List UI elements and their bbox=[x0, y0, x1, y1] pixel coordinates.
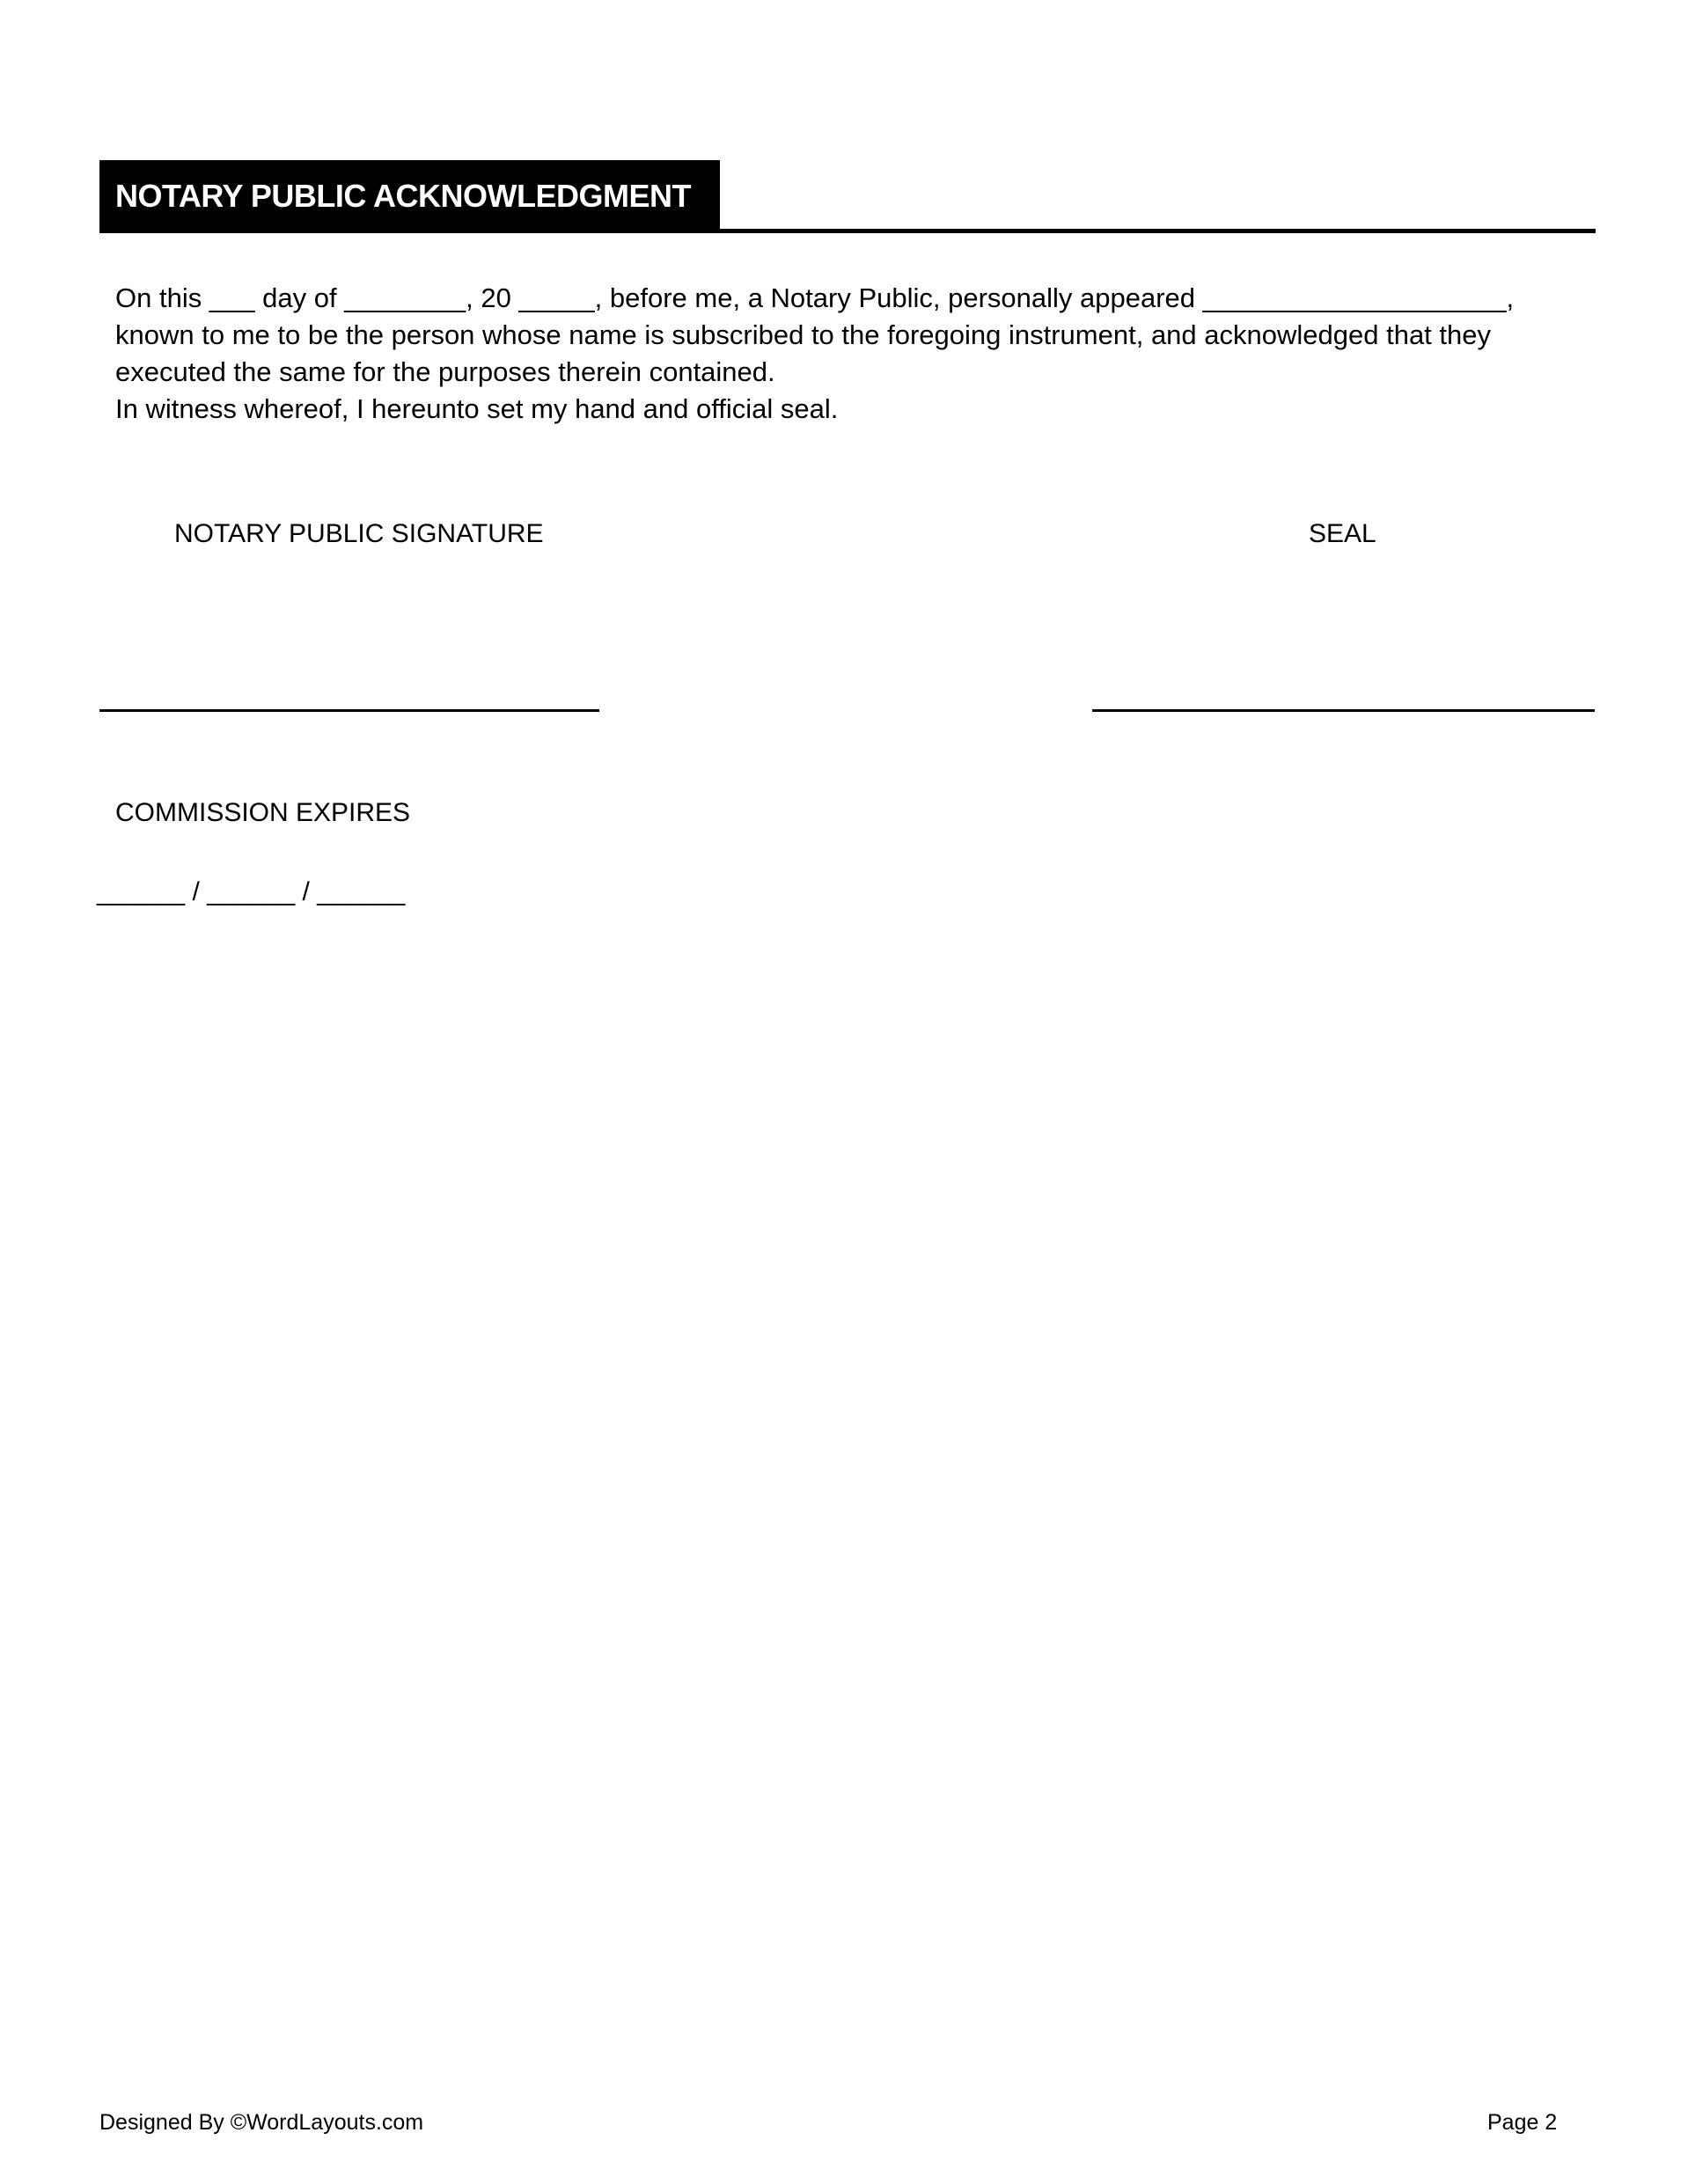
witness-statement: In witness whereof, I hereunto set my hand and official seal. bbox=[115, 393, 839, 424]
seal-line[interactable] bbox=[1092, 709, 1595, 712]
section-header bbox=[99, 160, 1596, 234]
seal-label: SEAL bbox=[1309, 519, 1376, 548]
acknowledgment-paragraph: On this ___ day of ________, 20 _____, before me, a Notary Public, personally appeared ____________________, known to me to be the person whose name is subscribed to the foregoing instrument, and acknowledged that they executed the same for the purposes therein contained. bbox=[115, 282, 1515, 387]
notary-signature-label: NOTARY PUBLIC SIGNATURE bbox=[174, 519, 544, 548]
notary-signature-line[interactable] bbox=[99, 709, 599, 712]
acknowledgment-text bbox=[115, 280, 1576, 428]
section-title: NOTARY PUBLIC ACKNOWLEDGMENT bbox=[115, 178, 691, 214]
footer-designer-credit: Designed By ©WordLayouts.com bbox=[99, 2110, 424, 2135]
commission-expiry-date-field[interactable]: ______ / ______ / ______ bbox=[97, 877, 406, 906]
header-rule bbox=[99, 229, 1596, 233]
footer-page-number: Page 2 bbox=[1487, 2110, 1558, 2135]
commission-expires-label: COMMISSION EXPIRES bbox=[115, 798, 411, 827]
